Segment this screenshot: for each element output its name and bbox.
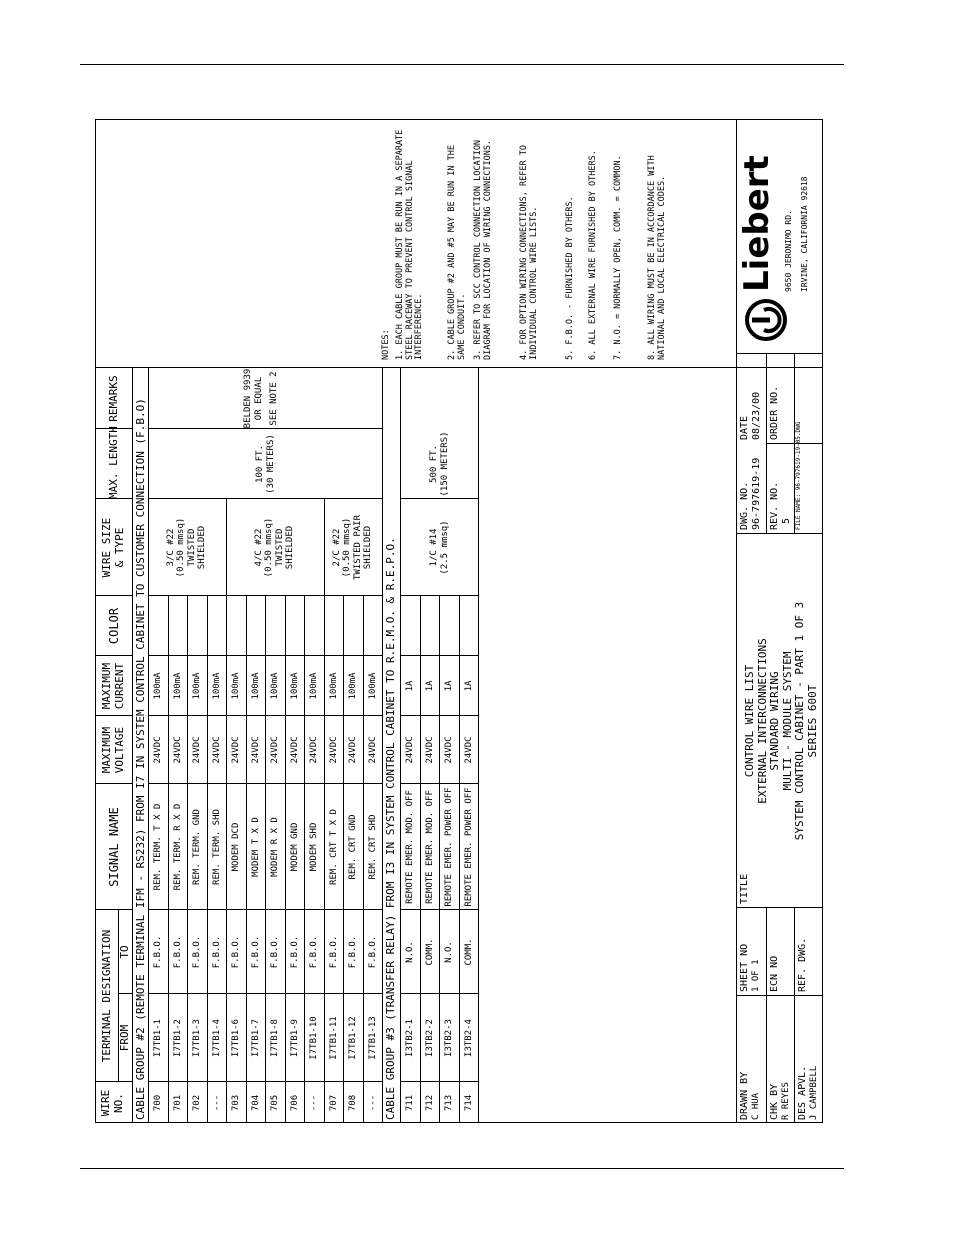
max-length: (150 METERS) bbox=[440, 431, 450, 497]
column-line bbox=[148, 715, 382, 716]
max-current: 1A bbox=[444, 680, 454, 692]
group2-title-line bbox=[148, 368, 149, 1123]
max-current: 100mA bbox=[250, 672, 261, 700]
max-current: 100mA bbox=[153, 672, 163, 700]
to-terminal: F.B.O. bbox=[231, 935, 241, 969]
wire-size: SHIELDED bbox=[285, 525, 296, 570]
wire-no: 701 bbox=[172, 1094, 183, 1112]
from-terminal: I7TB1-12 bbox=[348, 1016, 358, 1060]
max-current: 100mA bbox=[211, 672, 222, 700]
to-terminal: N.O. bbox=[444, 941, 454, 963]
to-terminal: F.B.O. bbox=[309, 935, 319, 969]
note-item: 8. ALL WIRING MUST BE IN ACCORDANCE WITH NATIONAL AND LOCAL ELECTRICAL CODES. bbox=[647, 155, 667, 360]
cell-text: & TYPE bbox=[113, 527, 126, 568]
tb-line bbox=[794, 908, 795, 1123]
drawing-title: CONTROL WIRE LIST bbox=[743, 664, 756, 778]
wire-no: 711 bbox=[405, 1094, 415, 1112]
group2-title: CABLE GROUP #2 (REMOTE TERMINAL IFM - RS232) FROM I7 IN SYSTEM CONTROL CABINET TO CUSTOMER CONNECTION (F.B.O) bbox=[134, 398, 147, 1120]
title-block-text: C HUA bbox=[751, 1092, 761, 1120]
max-voltage: 24VDC bbox=[211, 736, 222, 764]
cell-text: MAXIMUM bbox=[100, 726, 113, 774]
column-line bbox=[148, 993, 382, 994]
max-voltage: 24VDC bbox=[192, 736, 202, 764]
remarks: BELDEN 9939 bbox=[243, 368, 253, 429]
group3-title: CABLE GROUP #3 (TRANSFER RELAY) FROM I3 IN SYSTEM CONTROL CABINET TO R.E.M.O. & R.E.P.O. bbox=[384, 537, 397, 1120]
max-length: (30 METERS) bbox=[266, 434, 276, 494]
max-voltage: 24VDC bbox=[348, 736, 358, 764]
to-terminal: COMM. bbox=[424, 938, 435, 966]
cell-text: TERMINAL DESIGNATION bbox=[100, 929, 113, 1063]
from-terminal: I7TB1-7 bbox=[250, 1019, 261, 1057]
row-line bbox=[363, 596, 364, 1123]
note-item: 6. ALL EXTERNAL WIRE FURNISHED BY OTHERS. bbox=[588, 150, 598, 360]
file-name: FILE NAME: 96-797619-19-05.DWG bbox=[795, 421, 802, 530]
from-terminal: I7TB1-2 bbox=[172, 1019, 183, 1057]
max-current: 100mA bbox=[367, 672, 378, 700]
row-line bbox=[459, 596, 460, 1123]
title-block-text: DES APVL. bbox=[797, 1065, 808, 1120]
from-terminal: I7TB1-9 bbox=[289, 1019, 300, 1057]
from-terminal: I3TB2-4 bbox=[463, 1019, 474, 1057]
to-terminal: F.B.O. bbox=[367, 935, 378, 969]
row-line bbox=[439, 596, 440, 1123]
row-line bbox=[168, 596, 169, 1123]
title-block-text: TITLE bbox=[739, 873, 750, 904]
to-terminal: F.B.O. bbox=[328, 935, 339, 969]
row-line bbox=[304, 596, 305, 1123]
max-current: 100mA bbox=[289, 672, 300, 700]
to-terminal: F.B.O. bbox=[172, 935, 183, 969]
wire-size: TWISTED bbox=[274, 528, 285, 567]
tb-line bbox=[766, 908, 767, 1123]
signal-name: REMOTE EMER. POWER OFF bbox=[444, 787, 454, 907]
group3-title-line bbox=[400, 368, 401, 1123]
company-address: IRVINE, CALIFORNIA 92618 bbox=[800, 176, 809, 292]
wire-no: 704 bbox=[250, 1094, 261, 1112]
max-voltage: 24VDC bbox=[172, 736, 183, 764]
wire-no: 705 bbox=[270, 1094, 280, 1112]
signal-name: REMOTE EMER. MOD. OFF bbox=[424, 790, 435, 904]
column-line bbox=[148, 783, 382, 784]
signal-name: REMOTE EMER. POWER OFF bbox=[463, 787, 474, 907]
max-voltage: 24VDC bbox=[424, 736, 435, 764]
title-block-text: DWG. NO. bbox=[739, 481, 750, 530]
header-line bbox=[132, 368, 133, 1123]
column-line bbox=[148, 1081, 382, 1082]
row-line bbox=[324, 596, 325, 1123]
to-terminal: F.B.O. bbox=[153, 935, 163, 969]
max-current: 100mA bbox=[309, 672, 319, 700]
cell-text: COLOR bbox=[107, 607, 121, 645]
signal-name: MODEM T X D bbox=[250, 817, 261, 877]
size-group-line bbox=[324, 499, 325, 596]
wire-no: 706 bbox=[289, 1094, 300, 1112]
to-terminal: F.B.O. bbox=[211, 935, 222, 969]
wire-no: 703 bbox=[231, 1094, 241, 1112]
max-voltage: 24VDC bbox=[444, 736, 454, 764]
row-line bbox=[343, 596, 344, 1123]
row-line bbox=[187, 596, 188, 1123]
wire-no: --- bbox=[211, 1094, 222, 1112]
title-block-text: SHEET NO bbox=[739, 943, 750, 992]
to-terminal: F.B.O. bbox=[289, 935, 300, 969]
wire-no: 708 bbox=[348, 1094, 358, 1112]
max-voltage: 24VDC bbox=[289, 736, 300, 764]
remarks: SEE NOTE 2 bbox=[269, 371, 279, 426]
max-voltage: 24VDC bbox=[231, 736, 241, 764]
wire-size: (2.5 mmsq) bbox=[440, 520, 450, 575]
drawing-sheet bbox=[95, 119, 823, 1123]
wire-no: 707 bbox=[328, 1094, 339, 1112]
wire-no: 712 bbox=[424, 1094, 435, 1112]
note-item: 3. REFER TO SCC CONTROL CONNECTION LOCATION DIAGRAM FOR LOCATION OF WIRING CONNECTIONS. bbox=[473, 139, 493, 360]
note-item: 7. N.O. = NORMALLY OPEN, COMM. = COMMON. bbox=[613, 155, 623, 360]
tb-line bbox=[736, 995, 823, 996]
wire-size: 1/C #14 bbox=[429, 528, 439, 567]
max-voltage: 24VDC bbox=[463, 736, 474, 764]
signal-name: REMOTE EMER. MOD. OFF bbox=[405, 790, 415, 904]
max-current: 100mA bbox=[328, 672, 339, 700]
max-voltage: 24VDC bbox=[250, 736, 261, 764]
from-terminal: I7TB1-3 bbox=[192, 1019, 202, 1057]
max-current: 100mA bbox=[270, 672, 280, 700]
title-block-text: ECN NO bbox=[769, 955, 780, 992]
table-notes-divider bbox=[96, 367, 823, 368]
from-terminal: I3TB2-3 bbox=[444, 1019, 454, 1057]
wire-size: SHIELDED bbox=[197, 525, 208, 570]
cell-text: MAX. LENGTH bbox=[107, 426, 120, 499]
wire-no: 714 bbox=[463, 1094, 474, 1112]
title-block-text: 96-797619-19 bbox=[751, 457, 762, 530]
to-terminal: F.B.O. bbox=[192, 935, 202, 969]
column-line bbox=[148, 909, 382, 910]
max-voltage: 24VDC bbox=[270, 736, 280, 764]
drawing-title: EXTERNAL INTERCONNECTIONS bbox=[755, 638, 769, 804]
title-block-text: 1 OF 1 bbox=[751, 959, 761, 992]
signal-name: REM. CRT T X D bbox=[328, 809, 339, 885]
liebert-mark-icon bbox=[744, 298, 788, 342]
wire-size: SHIELDED bbox=[363, 525, 374, 570]
row-line bbox=[265, 596, 266, 1123]
max-voltage: 24VDC bbox=[405, 736, 415, 764]
size-group-line bbox=[226, 499, 227, 596]
from-terminal: I3TB2-1 bbox=[405, 1019, 415, 1057]
max-voltage: 24VDC bbox=[309, 736, 319, 764]
note-item: 4. FOR OPTION WIRING CONNECTIONS, REFER TO INDIVIDUAL CONTROL WIRE LISTS. bbox=[519, 145, 539, 360]
from-terminal: I7TB1-6 bbox=[231, 1019, 241, 1057]
signal-name: REM. TERM. T X D bbox=[153, 803, 163, 891]
drawing-title: STANDARD WIRING bbox=[768, 671, 781, 771]
group2-end-line bbox=[382, 368, 383, 1123]
cell-text: MAXIMUM bbox=[100, 662, 113, 710]
title-block-text: ORDER NO. bbox=[769, 385, 780, 440]
wire-size: 4/C #22 bbox=[253, 528, 264, 567]
from-terminal: I7TB1-10 bbox=[309, 1016, 319, 1060]
wire-no: 713 bbox=[444, 1094, 454, 1112]
wire-size: (0.50 mmsq) bbox=[264, 517, 275, 578]
max-voltage: 24VDC bbox=[153, 736, 163, 764]
footer-rule bbox=[80, 1168, 844, 1169]
cell-text: SIGNAL NAME bbox=[107, 807, 121, 887]
max-current: 100mA bbox=[192, 672, 202, 700]
signal-name: REM. TERM. GND bbox=[192, 809, 202, 885]
signal-name: REM. TERM. SHD bbox=[211, 809, 222, 885]
max-length: 500 FT. bbox=[429, 445, 439, 483]
wire-size: (0.50 mmsq) bbox=[176, 517, 187, 578]
wire-size: TWISTED bbox=[186, 528, 197, 567]
rotated-drawing bbox=[96, 120, 823, 1123]
max-current: 1A bbox=[405, 680, 415, 692]
row-line bbox=[207, 596, 208, 1123]
column-line bbox=[148, 655, 382, 656]
title-block-text: REF. DWG. bbox=[797, 937, 808, 992]
signal-name: MODEM SHD bbox=[309, 822, 319, 872]
to-terminal: F.B.O. bbox=[250, 935, 261, 969]
from-terminal: I7TB1-8 bbox=[270, 1019, 280, 1057]
tb-line bbox=[766, 354, 767, 534]
row-line bbox=[420, 596, 421, 1123]
drawing-title: MULTI - MODULE SYSTEM bbox=[780, 651, 794, 791]
note-item: 2. CABLE GROUP #2 AND #5 MAY BE RUN IN THE SAME CONDUIT. bbox=[447, 145, 467, 360]
row-line bbox=[285, 596, 286, 1123]
signal-name: MODEM GND bbox=[289, 822, 300, 872]
cell-text: NO. bbox=[112, 1093, 125, 1113]
drawing-title: SYSTEM CONTROL CABINET - PART 1 OF 3 bbox=[793, 601, 806, 841]
drawing-title: SERIES 600T bbox=[805, 684, 819, 758]
signal-name: REM. CRT SHD bbox=[367, 814, 378, 880]
wire-size: TWISTED PAIR bbox=[352, 514, 363, 581]
remarks: OR EQUAL bbox=[254, 376, 264, 421]
cell-text: CURRENT bbox=[113, 662, 126, 710]
max-current: 1A bbox=[424, 680, 435, 692]
max-current: 1A bbox=[463, 680, 474, 692]
cell-text: VOLTAGE bbox=[113, 726, 126, 774]
max-voltage: 24VDC bbox=[328, 736, 339, 764]
from-terminal: I7TB1-4 bbox=[211, 1019, 222, 1057]
from-terminal: I7TB1-11 bbox=[328, 1016, 339, 1060]
wire-size: (0.50 mmsq) bbox=[342, 517, 353, 578]
cell-text: WIRE SIZE bbox=[100, 517, 113, 578]
from-terminal: I3TB2-2 bbox=[424, 1019, 435, 1057]
notes-title: NOTES: bbox=[381, 329, 391, 360]
max-voltage: 24VDC bbox=[367, 736, 378, 764]
to-terminal: F.B.O. bbox=[270, 935, 280, 969]
cell-text: REMARKS bbox=[107, 375, 120, 422]
signal-name: REM. CRT GND bbox=[348, 814, 358, 880]
title-block-text: 5 bbox=[781, 517, 792, 524]
title-block-text: DRAWN BY bbox=[739, 1071, 750, 1120]
company-address: 9650 JERONIMO RD. bbox=[784, 210, 793, 292]
max-current: 100mA bbox=[348, 672, 358, 700]
wire-size: 3/C #22 bbox=[165, 528, 176, 567]
title-block-text: 08/23/00 bbox=[751, 391, 762, 440]
row-line bbox=[226, 596, 227, 1123]
max-current: 100mA bbox=[172, 672, 183, 700]
note-item: 1. EACH CABLE GROUP MUST BE RUN IN A SEPARATE STEEL RACEWAY TO PREVENT CONTROL SIGNAL INTERFERENCE. bbox=[395, 129, 424, 360]
wire-no: --- bbox=[367, 1094, 378, 1112]
signal-name: MODEM DCD bbox=[231, 822, 241, 872]
cell-text: TO bbox=[118, 945, 131, 959]
title-block-text: REV. NO. bbox=[769, 481, 780, 530]
signal-name: MODEM R X D bbox=[270, 817, 280, 877]
max-current: 100mA bbox=[231, 672, 241, 700]
title-block-text: J CAMPBELL bbox=[809, 1065, 819, 1120]
wire-size: 2/C #22 bbox=[331, 528, 342, 567]
title-block-text: DATE bbox=[739, 415, 750, 440]
cell-text: WIRE bbox=[99, 1089, 112, 1117]
header-rule bbox=[80, 64, 844, 65]
wire-no: 702 bbox=[192, 1094, 202, 1112]
signal-name: REM. TERM. R X D bbox=[172, 803, 183, 891]
cell-text: FROM bbox=[118, 1024, 131, 1052]
to-terminal: F.B.O. bbox=[348, 935, 358, 969]
row-line bbox=[246, 596, 247, 1123]
note-item: 5. F.B.O. - FURNISHED BY OTHERS. bbox=[565, 196, 575, 360]
from-terminal: I7TB1-13 bbox=[367, 1016, 378, 1060]
to-terminal: COMM. bbox=[463, 938, 474, 966]
to-terminal: N.O. bbox=[405, 941, 415, 963]
company-name: Liebert bbox=[737, 155, 777, 292]
title-block-text: CHK BY bbox=[769, 1083, 780, 1120]
wire-no: 700 bbox=[153, 1094, 163, 1112]
table-bottom-line bbox=[478, 368, 479, 1123]
max-length: 100 FT. bbox=[255, 445, 265, 483]
from-terminal: I7TB1-1 bbox=[153, 1019, 163, 1057]
wire-no: --- bbox=[309, 1094, 319, 1112]
title-block-text: R REYES bbox=[781, 1082, 791, 1120]
